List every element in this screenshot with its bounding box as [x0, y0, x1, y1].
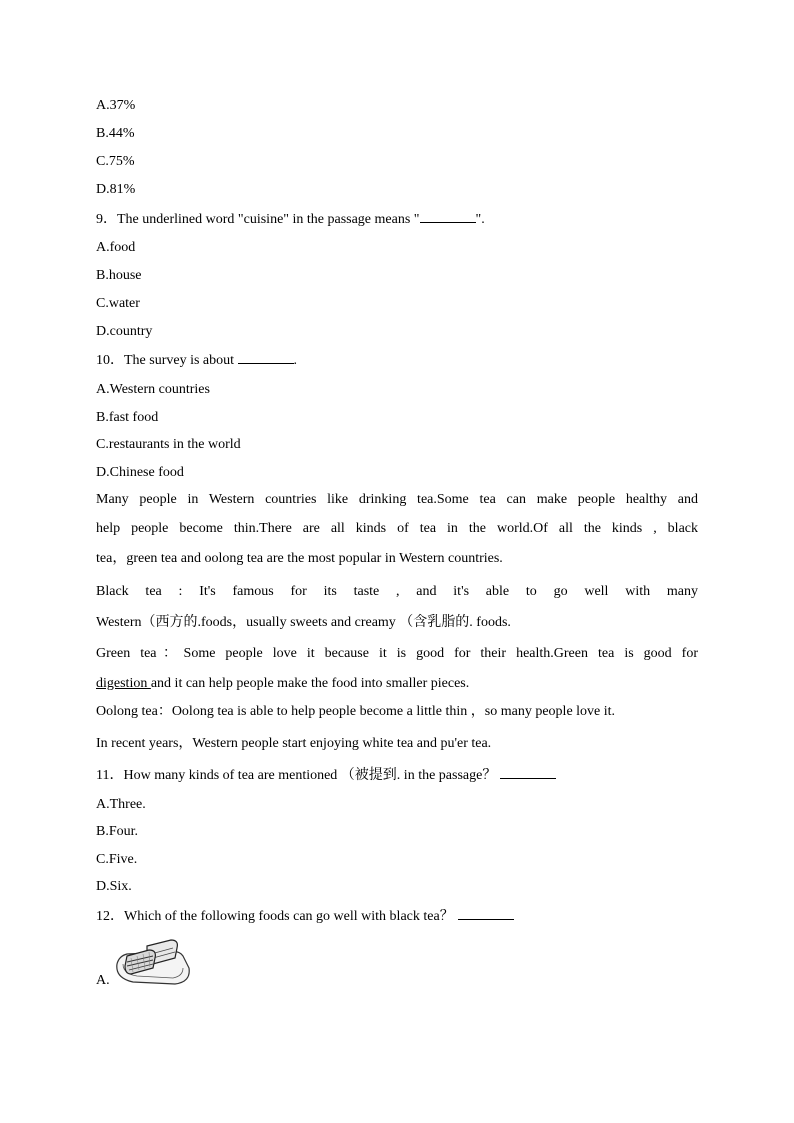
q12-stem: [96, 907, 514, 926]
q9-stem-end: ".: [475, 212, 485, 227]
underlined-word: digestion: [96, 676, 151, 691]
q8-option-c: C.75%: [96, 154, 135, 169]
q8-option-b: B.44%: [96, 126, 135, 141]
q12-option-a-label: A.: [96, 973, 110, 988]
q11-stem: [96, 766, 556, 785]
q9-option-d: D.country: [96, 324, 153, 339]
q8-option-a: A.37%: [96, 98, 136, 113]
passage-p3-line2-rest: and it can help people make the food into smaller pieces.: [150, 676, 470, 691]
q10-option-b: B.fast food: [96, 410, 159, 425]
passage-p5: In recent years，Western people start enjoying white tea and pu'er tea.: [96, 736, 492, 751]
answer-blank: [458, 907, 514, 920]
q10-stem-end: .: [293, 353, 298, 368]
passage-p2-line1: Black tea : It's famous for its taste , and it's able to go well with many: [96, 584, 698, 599]
q9-option-a: A.food: [96, 240, 136, 255]
q11-stem-text: 11．How many kinds of tea are mentioned （被提到. in the passage？: [96, 768, 497, 783]
passage-p3-line1: Green tea：Some people love it because it is good for their health.Green tea is good for: [96, 646, 698, 661]
passage-p2-line2: Western（西方的.foods，usually sweets and creamy （含乳脂的. foods.: [96, 615, 511, 630]
q10-option-a: A.Western countries: [96, 382, 210, 397]
q10-option-d: D.Chinese food: [96, 465, 184, 480]
q10-option-c: C.restaurants in the world: [96, 437, 241, 452]
q11-option-d: D.Six.: [96, 879, 132, 894]
q11-option-c: C.Five.: [96, 852, 138, 867]
q9-stem: [96, 210, 485, 229]
q11-option-a: A.Three.: [96, 797, 146, 812]
q11-option-b: B.Four.: [96, 824, 139, 839]
q8-option-d: D.81%: [96, 182, 136, 197]
sandwich-on-plate-image: [113, 934, 193, 988]
passage-p1-line3: tea，green tea and oolong tea are the most popular in Western countries.: [96, 551, 503, 566]
passage-p4: Oolong tea：Oolong tea is able to help people become a little thin ，so many people love it.: [96, 704, 616, 719]
q12-stem-text: 12．Which of the following foods can go well with black tea？: [96, 909, 454, 924]
answer-blank: [238, 351, 294, 364]
passage-p3-line2: [96, 675, 469, 693]
q9-option-c: C.water: [96, 296, 140, 311]
answer-blank: [420, 210, 476, 223]
q9-stem-text: 9．The underlined word "cuisine" in the passage means ": [96, 212, 420, 227]
passage-p1-line2: help people become thin.There are all kinds of tea in the world.Of all the kinds , black: [96, 521, 698, 536]
q10-stem: [96, 351, 297, 370]
q9-option-b: B.house: [96, 268, 142, 283]
answer-blank: [500, 766, 556, 779]
q10-stem-text: 10．The survey is about: [96, 353, 238, 368]
passage-p1-line1: Many people in Western countries like drinking tea.Some tea can make people healthy and: [96, 492, 698, 507]
